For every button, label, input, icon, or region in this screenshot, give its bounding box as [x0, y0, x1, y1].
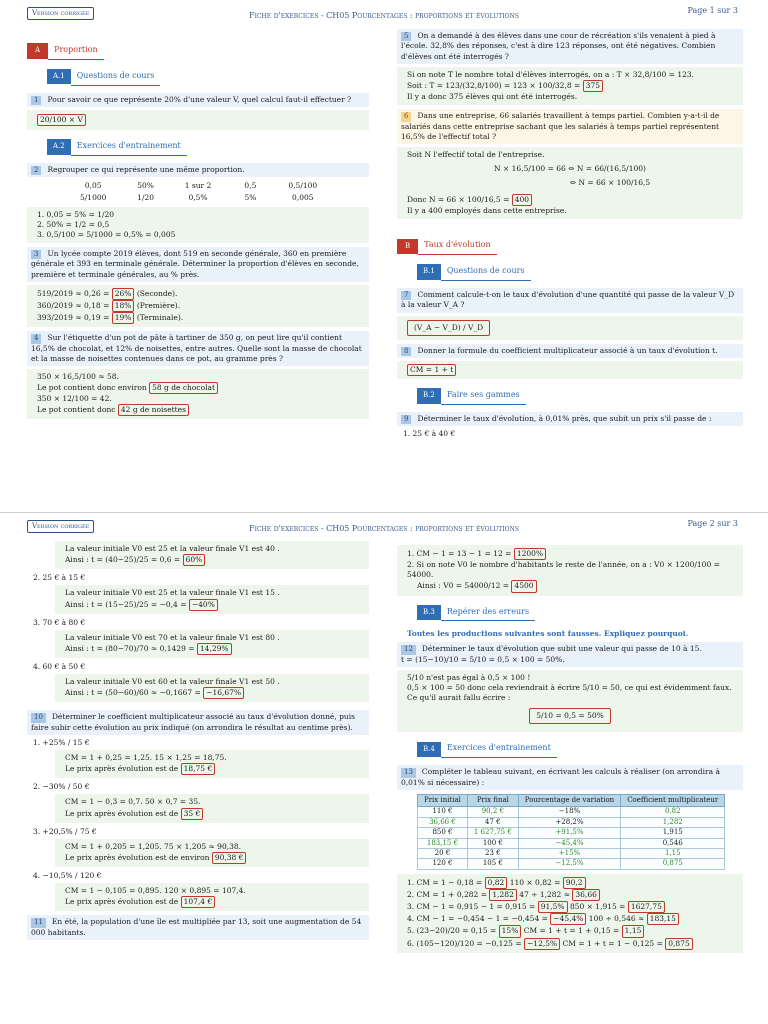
table-cell: +91,5% [518, 828, 620, 838]
proportion-grid: 0,05 50% 1 sur 2 0,5 0,5/100 5/1000 1/20 0,5% 5% 0,005 [80, 181, 318, 202]
table-cell: 0,82 [621, 807, 725, 817]
list-item: 6. (105−120)/120 = −0,125 = −12,5% CM = 1 + t = 1 − 0,125 = 0,875 [407, 938, 733, 950]
page-number: Page 2 sur 3 [687, 519, 738, 528]
table-cell: −45,4% [518, 838, 620, 848]
version-badge: Version corrigée [27, 7, 94, 20]
left-column [27, 38, 369, 423]
q9-answer-3: La valeur initiale V0 est 70 et la valeur finale V1 est 80 . Ainsi : t = (80−70)/70 ≈ 0,1429 = 14,29% [55, 630, 369, 658]
answer-6: Soit N l'effectif total de l'entreprise. N × 16,5/100 = 66 ⇔ N = 66/(16,5/100) ⇔ N = 66 × 100/16,5 Donc N = 66 × 100/16,5 = 400 Il y a 400 employés dans cette entreprise. [397, 147, 743, 220]
table-cell: 23 € [467, 849, 518, 859]
question-9: 9 Déterminer le taux d'évolution, à 0,01% près, que subit un prix s'il passe de : [397, 412, 743, 426]
table-row [418, 828, 725, 838]
page-title: Fiche d'exercices - CH05 Pourcentages : proportions et évolutions [249, 11, 519, 20]
answer-7: (V_A − V_D) / V_D [397, 316, 743, 340]
table-row [418, 807, 725, 817]
section-b: B Taux d'évolution [397, 237, 497, 255]
q10-answer-4: CM = 1 − 0,105 = 0,895. 120 × 0,895 = 107,4. Le prix après évolution est de 107,4 € [55, 883, 369, 911]
answer-8: CM = 1 + t [397, 361, 743, 379]
section-a: A Proportion [27, 42, 104, 60]
list-item: 4. CM − 1 = −0,454 − 1 = −0,454 = −45,4% 100 ÷ 0,546 ≈ 183,15 [407, 913, 733, 925]
table-row [418, 859, 725, 869]
evolution-table: Prix initial Prix final Pourcentage de variation Coefficient multiplicateur 110 € 90,2 € −18% 0,82 36,66 € 47 € +28,2% 1,282 850 € 1 627,75 € +91,5% 1,915 183,15 € 100 € −45,4% 0,546 20 € 23 € +15% 1,15 120 € 105 € −12,5% 0,875 [417, 794, 725, 870]
table-cell: 850 € [418, 828, 468, 838]
table-cell: +15% [518, 849, 620, 859]
question-11: 11 En été, la population d'une île est multipliée par 13, soit une augmentation de 54 000 habitants. [27, 915, 369, 940]
answer-3: 519/2019 ≈ 0,26 = 26% (Seconde). 360/2019 ≈ 0,18 = 18% (Première). 393/2019 ≈ 0,19 = 19% (Terminale). [27, 285, 369, 327]
q11-answer: 1. CM − 1 = 13 − 1 = 12 = 1200% 2. Si on note V0 le nombre d'habitants le reste de l'année, on a : V0 × 1200/100 = 54000. Ainsi : V0 = 54000/12 = 4500 [397, 545, 743, 596]
subsection-b3: B.3 Repérer des erreurs [417, 604, 535, 622]
table-cell: −12,5% [518, 859, 620, 869]
answer-2: 1. 0,05 = 5% = 1/20 2. 50% = 1/2 = 0,5 3. 0,5/100 = 5/1000 = 0,5% = 0,005 [27, 207, 369, 243]
subsection-a1: A.1 Questions de cours [47, 68, 160, 86]
subsection-b1: B.1 Questions de cours [417, 263, 531, 281]
right-column [397, 26, 743, 442]
table-cell: 100 € [467, 838, 518, 848]
list-item: 1. CM = 1 − 0,18 = 0,82 110 × 0,82 = 90,2 [407, 877, 733, 889]
q9-answer-1: La valeur initiale V0 est 25 et la valeur finale V1 est 40 . Ainsi : t = (40−25)/25 = 0,6 = 60% [55, 541, 369, 569]
subsection-b4: B.4 Exercices d'entrainement [417, 740, 557, 758]
table-cell: 110 € [418, 807, 468, 817]
question-3: 3 Un lycée compte 2019 élèves, dont 519 en seconde générale, 360 en première générale et 393 en terminale générale. Déterminer la proportion d'élèves en seconde, première et terminale générales, au % près. [27, 247, 369, 282]
table-cell: 1 627,75 € [467, 828, 518, 838]
page-2 [0, 512, 768, 1024]
q10-answer-2: CM = 1 − 0,3 = 0,7. 50 × 0,7 = 35. Le prix après évolution est de 35 € [55, 794, 369, 822]
page-title: Fiche d'exercices - CH05 Pourcentages : proportions et évolutions [249, 524, 519, 533]
answer-12: 5/10 n'est pas égal à 0,5 × 100 ! 0,5 × 100 = 50 donc cela reviendrait à écrire 5/10 = 50, ce qui est évidemment faux. Ce qu'il aurait fallu écrire : 5/10 = 0,5 = 50% [397, 670, 743, 733]
right-column [397, 543, 743, 957]
list-item: 5. (23−20)/20 = 0,15 = 15% CM = 1 + t = 1 + 0,15 = 1,15 [407, 925, 733, 937]
table-cell: 1,915 [621, 828, 725, 838]
list-item: 2. CM = 1 + 0,282 = 1,282 47 ÷ 1,282 ≈ 36,66 [407, 889, 733, 901]
table-cell: 90,2 € [467, 807, 518, 817]
version-badge: Version corrigée [27, 520, 94, 533]
question-1: 1 Pour savoir ce que représente 20% d'une valeur V, quel calcul faut-il effectuer ? [27, 93, 369, 107]
question-4: 4 Sur l'étiquette d'un pot de pâte à tartiner de 350 g, on peut lire qu'il contient 16,5% de chocolat, et 12% de noisettes, entre autres. Quelle sont la masse de chocolat et la masse de noisettes contenues dans ce pot, au gramme près ? [27, 331, 369, 366]
question-12: 12 Déterminer le taux d'évolution que subit une valeur qui passe de 10 à 15. t = (15−10)/10 = 5/10 = 0,5 × 100 = 50%. [397, 642, 743, 667]
q10-answer-3: CM = 1 + 0,205 = 1,205. 75 × 1,205 ≈ 90,38. Le prix après évolution est de environ 90,38 € [55, 839, 369, 867]
table-cell: 120 € [418, 859, 468, 869]
b3-instruction: Toutes les productions suivantes sont fausses. Expliquez pourquoi. [407, 629, 689, 639]
table-cell: 183,15 € [418, 838, 468, 848]
q9-answer-2: La valeur initiale V0 est 25 et la valeur finale V1 est 15 . Ainsi : t = (15−25)/25 = −0,4 = −40% [55, 585, 369, 613]
left-column: La valeur initiale V0 est 25 et la valeur finale V1 est 40 . Ainsi : t = (40−25)/25 = 0,6 = 60% 2. 25 € à 15 € La valeur initiale V0 est 25 et la valeur finale V1 est 15 . Ainsi : t = (15−25)/25 = −0,4 = −40% 3. 70 € à 80 € La valeur initiale V0 est 70 et la valeur finale V1 est 80 . Ainsi : t = (80−70)/70 ≈ 0,1429 = 14,29% 4. 60 € à 50 € La valeur initiale V0 est 60 et la valeur finale V1 est 50 . Ainsi : t = (50−60)/60 ≈ −0,1667 = −16,67% 10 Déterminer le coefficient multiplicateur associé au taux d'évolution donné, puis faire subir cette évolution au prix indiqué (on arrondira le résultat au centime près). 1. +25% / 15 € CM = 1 + 0,25 = 1,25. 15 × 1,25 = 18,75. Le prix après évolution est de 18,75 € 2. −30% / 50 € CM = 1 − 0,3 = 0,7. 50 × 0,7 = 35. Le prix après évolution est de 35 € 3. +20,5% / 75 € CM = 1 + 0,205 = 1,205. 75 × 1,205 ≈ 90,38. Le prix après évolution est de environ 90,38 € 4. −10,5% / 120 € CM = 1 − 0,105 = 0,895. 120 × 0,895 = 107,4. Le prix après évolution est de 107,4 € 11 En été, la population d'une île est multipliée par 13, soit une augmentation de 54 000 habitants. [27, 539, 369, 943]
question-13: 13 Compléter le tableau suivant, en écrivant les calculs à réaliser (on arrondira à 0,01% si nécessaire) : [397, 765, 743, 790]
page-number: Page 1 sur 3 [687, 6, 738, 15]
subsection-b2: B.2 Faire ses gammes [417, 387, 526, 405]
question-7: 7 Comment calcule-t-on le taux d'évolution d'une quantité qui passe de la valeur V_D à la valeur V_A ? [397, 288, 743, 313]
table-cell: 47 € [467, 817, 518, 827]
table-cell: 20 € [418, 849, 468, 859]
q10-answer-1: CM = 1 + 0,25 = 1,25. 15 × 1,25 = 18,75. Le prix après évolution est de 18,75 € [55, 750, 369, 778]
subsection-a2: A.2 Exercices d'entrainement [47, 138, 187, 156]
answer-13 [397, 874, 743, 953]
table-cell: −18% [518, 807, 620, 817]
table-row [418, 849, 725, 859]
list-item: 3. CM − 1 = 0,915 − 1 = 0,915 = 91,5% 850 × 1,915 = 1627,75 [407, 901, 733, 913]
table-cell: 36,66 € [418, 817, 468, 827]
question-5: 5 On a demandé à des élèves dans une cour de récréation s'ils venaient à pied à l'école. 32,8% des réponses, c'est à dire 123 réponses, ont été négatives. Combien d'élèves ont été interrogés ? [397, 29, 743, 64]
question-6: 6 Dans une entreprise, 66 salariés travaillent à temps partiel. Combien y-a-t-il de salariés dans cette entreprise sachant que les salariés à temps partiel représentent 16,5% de l'effectif total ? [397, 109, 743, 144]
question-9-item-1: 1. 25 € à 40 € [403, 429, 456, 439]
table-cell: 1,282 [621, 817, 725, 827]
table-cell: 105 € [467, 859, 518, 869]
question-2: 2 Regrouper ce qui représente une même proportion. [27, 163, 369, 177]
answer-4: 350 × 16,5/100 ≈ 58. Le pot contient donc environ 58 g de chocolat 350 × 12/100 = 42. Le pot contient donc 42 g de noisettes [27, 369, 369, 420]
table-row [418, 838, 725, 848]
table-cell: +28,2% [518, 817, 620, 827]
answer-1: 20/100 × V [27, 110, 369, 130]
table-cell: 0,875 [621, 859, 725, 869]
table-row [418, 817, 725, 827]
question-8: 8 Donner la formule du coefficient multiplicateur associé à un taux d'évolution t. [397, 344, 743, 358]
question-10: 10 Déterminer le coefficient multiplicateur associé au taux d'évolution donné, puis faire subir cette évolution au prix indiqué (on arrondira le résultat au centime près). [27, 710, 369, 735]
table-cell: 0,546 [621, 838, 725, 848]
table-cell: 1,15 [621, 849, 725, 859]
answer-5: Si on note T le nombre total d'élèves interrogés, on a : T × 32,8/100 = 123. Soit : T = 123/(32,8/100) = 123 × 100/32,8 = 375 Il y a donc 375 élèves qui ont été interrogés. [397, 67, 743, 105]
q9-answer-4: La valeur initiale V0 est 60 et la valeur finale V1 est 50 . Ainsi : t = (50−60)/60 ≈ −0,1667 = −16,67% [55, 674, 369, 702]
